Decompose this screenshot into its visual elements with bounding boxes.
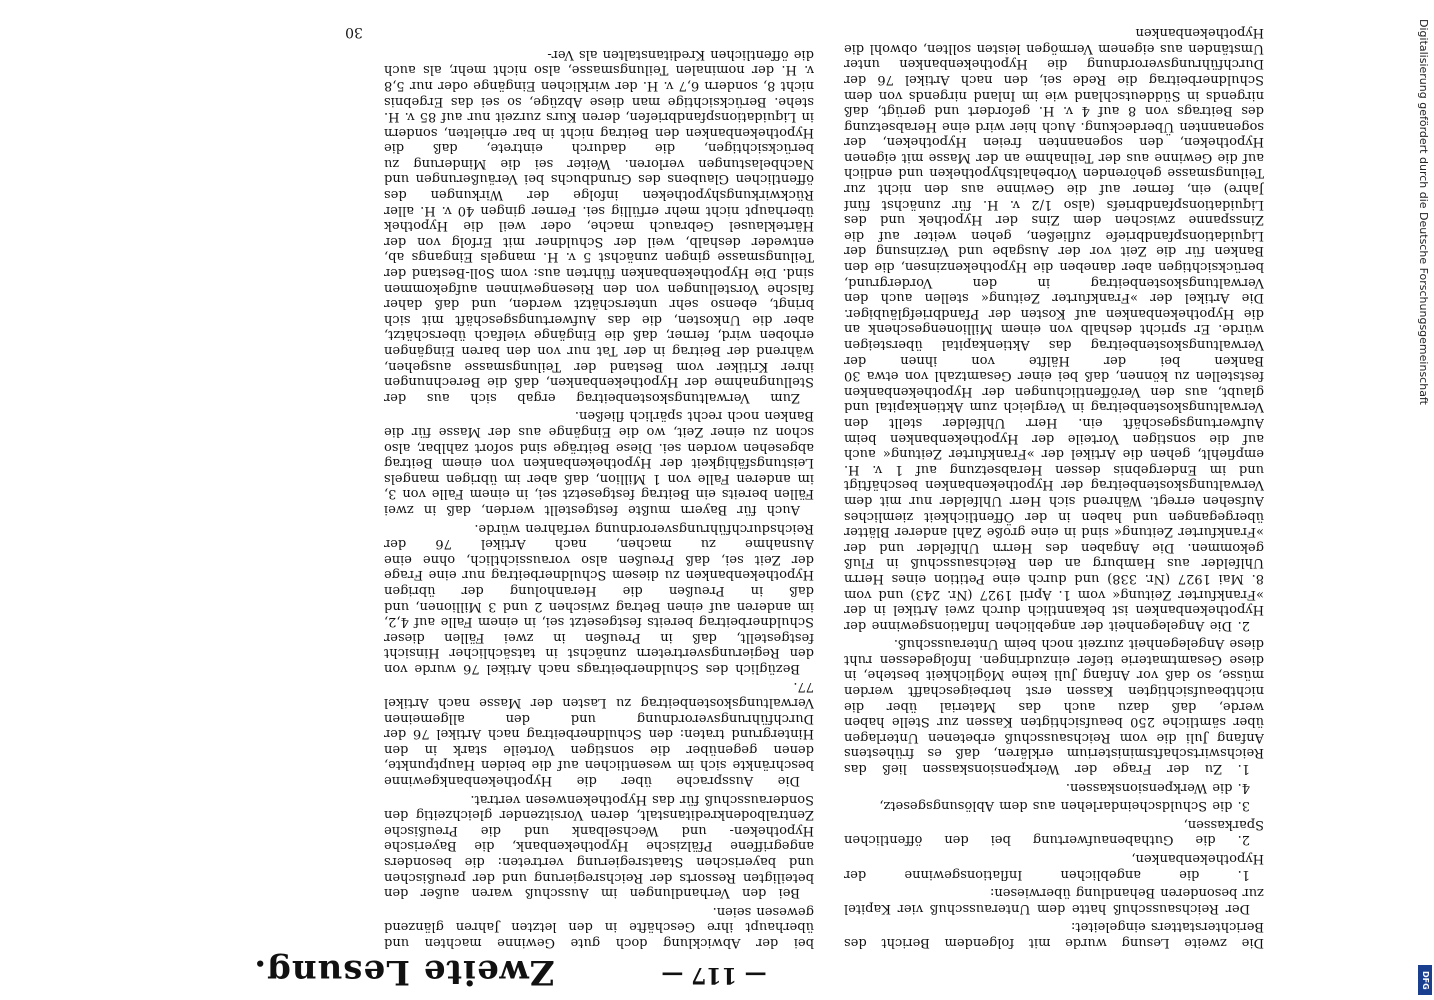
list-item: 3. die Schuldscheindarlehen aus dem Ablösungsgesetz, (879, 798, 1250, 814)
paragraph: Die Aussprache über die Hypothekenbankgewinne beschränkte sich im wesentlichen auf die beiden Hauptpunkte, denen gegenüber die sonstigen Vorteile stark in den Hintergrund traten: den Schuldnerbeitrag nach Artikel 76 der Durchführungsverordnung und den allgemeinen Verwaltungskostenbeitrag zu Lasten der Masse nach Artikel 77. (384, 679, 814, 789)
digitization-credit (1411, 0, 1431, 1000)
page-number: — 117 — (661, 962, 767, 988)
paragraph: Auch für Bayern mußte festgestellt werden, daß in zwei Fällen bereits ein Beitrag festgesetzt sei, in einem Falle von 3, im anderen Falle von 1 Million, daß aber im übrigen mangels Leistungsfähigkeit der Hypothekenbanken von einem Beitrag abgesehen worden sei. Diese Beiträge sind sofort zahlbar, also schon zu einer Zeit, wo die Eingänge aus der Masse für die Banken noch recht spärlich fließen. (384, 408, 814, 517)
paragraph: Zum Verwaltungskostenbeitrag ergab sich aus der Stellungnahme der Hypothekenbanken, daß die Berechnungen ihrer Kritiker vom Bestand der Teilungsmasse ausgehen, während der Beitrag in der Tat nur von den baren Eingängen erhoben wird, ferner, daß die Eingänge vielfach überschätzt, aber die Unkosten, die das Aufwertungsgeschäft mit sich bringt, ebenso sehr unterschätzt werden, und daß daher falsche Vorstellungen von den Riesengewinnen aufgekommen sind. Die Hypothekenbanken führten aus: vom Soll-Bestand der Teilungsmasse gingen zunächst 5 v. H. mangels Eingangs ab, entweder deshalb, weil der Schuldner mit Erfolg von der Härteklausel Gebrauch mache, oder weil die Hypothek überhaupt nicht mehr erfüllig sei. Ferner gingen 40 v. H. aller Rückwirkungshypotheken infolge der Wirkungen des öffentlichen Glaubens des Grundbuchs bei Veräußerungen und Nachbelastungen verloren. Weiter sei die Minderung zu berücksichtigen, die dadurch eintrete, daß die Hypothekenbanken den Beitrag nicht in bar erhielten, sondern in Liquidationspfandbriefen, deren Kurs zurzeit nur auf 85 v. H. stehe. Berücksichtige man diese Abzüge, so sei das Ergebnis nicht 8, sondern 6,7 v. H. der wirklichen Eingänge oder nur 5,8 v. H. der nominalen Teilungsmasse, also nicht mehr, als auch die öffentlichen Kreditanstalten als Ver- (384, 46, 814, 405)
credit-text: Digitalisierung gefördert durch die Deutsche Forschungsgemeinschaft (1417, 19, 1430, 405)
list-item: 4. die Werkpensionskassen. (1065, 779, 1250, 795)
page-marker: 30 (345, 24, 363, 40)
paragraph: 2. Die Angelegenheit der angeblichen Inflationsgewinne der Hypothekenbanken ist bekanntlich durch zwei Artikel in der »Frankfurter Zeitung« vom 1. April 1927 (Nr. 243) und vom 8. Mai 1927 (Nr. 338) und durch eine Petition eines Herrn Uhlfelder aus Hamburg an den Reichsausschuß in Fluß gekommen. Die Angaben des Herrn Uhlfelder und der »Frankfurter Zeitung« sind in eine große Zahl anderer Blätter übergegangen und haben in der Öffentlichkeit ziemliches Aufsehen erregt. Während sich Herr Uhlfelder nur mit dem Verwaltungskostenbeitrag der Hypothekenbanken beschäftigt und im Endergebnis dessen Herabsetzung auf 1 v. H. empfiehlt, gehen die Artikel der »Frankfurter Zeitung« auch auf die sonstigen Vorteile der Hypothekenbanken beim Aufwertungsgeschäft ein. Herr Uhlfelder stellt den Verwaltungskostenbeitrag in Vergleich zum Aktienkapital und glaubt, aus den Veröffentlichungen der Hypothekenbanken feststellen zu können, daß bei einer Gesamtzahl von etwa 30 Banken bei der Hälfte von ihnen der Verwaltungskostenbeitrag das Aktienkapital übersteigen würde. Er spricht deshalb von einem Millionengeschenk an die Hypothekenbanken auf Kosten der Pfandbriefgläubiger. Die Artikel der »Frankfurter Zeitung« stellen auch den Verwaltungskostenbeitrag in den Vordergrund, berücksichtigen aber daneben die Hypothekenzinsen, die den Banken für die Zeit vor der Ausgabe und Verzinsung der Liquidationspfandbriefe zufließen, gehen weiter auf die Zinsspanne zwischen dem Zins der Hypothek und des Liquidationspfandbriefs (also 1/2 v. H. für zunächst fünf Jahre) ein, ferner auf die Gewinne aus den nicht zur Teilungsmasse gehörenden Vorbehaltshypotheken und endlich auf die Gewinne aus der Teilnahme an der Masse mit eigenen Hypotheken, den sogenannten freien Hypotheken, der sogenannten Überdeckung. Auch hier wird eine Herabsetzung des Beitrags von 8 auf 4 v. H. gefordert und gerügt, daß nirgends in Süddeutschland wie im Inland nirgends von dem Schuldnerbeitrag die Rede sei, den nach Artikel 76 der Durchführungsverordnung die Hypothekenbanken unter Umständen aus eigenem Vermögen leisten sollten, obwohl die Hypothekenbanken (844, 25, 1264, 633)
paragraph: Der Reichsausschuß hatte dem Unterausschuß vier Kapitel zur besonderen Behandlung überwiesen: (844, 885, 1264, 916)
paragraph: 1. Zu der Frage der Werkpensionskassen ließ das Reichswirtschaftsministerium erklären, daß es frühestens Anfang Juli die vom Reichsausschuß erbetenen Unterlagen über sämtliche 250 beaufsichtigten Kassen zur Stelle haben werde, daß dazu auch das Material über die nichtbeaufsichtigten Kassen erst herbeigeschafft werden müsse, so daß vor Anfang Juli keine Möglichkeit bestehe, in diese Gesamtmaterie tiefer einzudringen. Infolgedessen ruht diese Angelegenheit zurzeit noch beim Unterausschuß. (844, 636, 1264, 777)
page-title: Zweite Lesung. (253, 952, 555, 992)
paragraph: Bezüglich des Schuldnerbeitrags nach Artikel 76 wurde von den Regierungsvertretern zunächst in tatsächlicher Hinsicht festgestellt, daß in Preußen in zwei Fällen dieser Schuldnerbeitrag bereits festgesetzt sei, in einem Falle auf 4,2, im anderen auf einen Betrag zwischen 2 und 3 Millionen, und daß in Preußen die Heranholung der übrigen Hypothekenbanken zu diesem Schuldnerbeitrag nur eine Frage der Zeit sei, daß Preußen also voraussichtlich, ohne eine Ausnahme zu machen, nach Artikel 76 der Reichsdurchführungsverordnung verfahren würde. (384, 520, 814, 676)
dfg-logo-icon: DFG (1418, 965, 1432, 995)
paragraph: bei der Abwicklung doch gute Gewinne machten und überhaupt ihre Geschäfte in den letzten Jahren glänzend gewesen seien. (384, 903, 814, 950)
list-item: 2. die Guthabenaufwertung bei den öffentlichen Sparkassen, (844, 816, 1264, 848)
paragraph: Bei den Verhandlungen im Ausschuß waren außer den beteiligten Ressorts der Reichsregierung und der preußischen und bayerischen Staatsregierung vertreten: die besonders angegriffene Pfälzische Hypothekenbank, die Bayerische Hypotheken- und Wechselbank und die Preußische Zentralbodenkreditanstalt, deren Vorsitzender gleichzeitig den Sonderausschuß für das Hypothekenwesen vertrat. (384, 791, 814, 901)
left-column (844, 20, 1264, 950)
list-item: 1. die angeblichen Inflationsgewinne der Hypothekenbanken, (844, 851, 1264, 882)
paragraph: Die zweite Lesung wurde mit folgendem Bericht des Berichterstatters eingeleitet: (844, 919, 1264, 950)
right-column (384, 20, 814, 950)
